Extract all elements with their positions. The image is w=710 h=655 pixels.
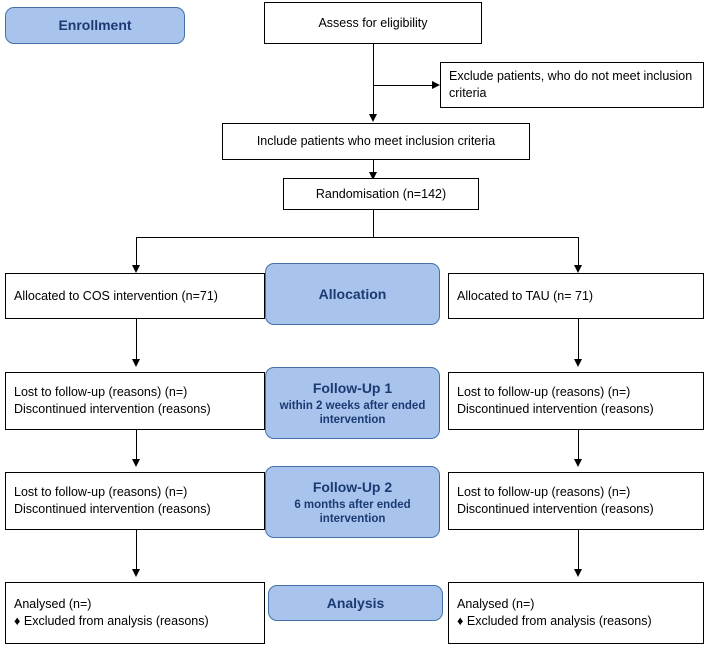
box-analysis-right-line2: ♦ Excluded from analysis (reasons) [457, 614, 652, 628]
box-followup1-right-line1: Lost to follow-up (reasons) (n=) [457, 385, 631, 400]
connector-randomisation-down [373, 210, 374, 237]
arrowhead-assess-to-include [369, 114, 377, 122]
box-exclude-patients [440, 62, 704, 108]
phase-label-allocation [265, 263, 440, 325]
box-followup1-left-line2: Discontinued intervention (reasons) [14, 402, 211, 416]
box-assess-eligibility-text: Assess for eligibility [318, 15, 428, 30]
arrowhead-to-exclude [432, 81, 440, 89]
box-analysis-left-line2: ♦ Excluded from analysis (reasons) [14, 614, 209, 628]
arrowhead-alloc-left-down [132, 359, 140, 367]
box-followup2-right-line2: Discontinued intervention (reasons) [457, 502, 654, 516]
arrowhead-split-right [574, 265, 582, 273]
box-allocated-cos-text: Allocated to COS intervention (n=71) [14, 288, 218, 303]
phase-label-followup1-text: Follow-Up 1 [312, 379, 393, 396]
box-analysis-right-line1: Analysed (n=) [457, 597, 535, 612]
box-followup1-left [5, 372, 265, 430]
phase-label-followup2 [265, 466, 440, 538]
arrowhead-split-left [132, 265, 140, 273]
box-allocated-cos [5, 273, 265, 319]
phase-label-allocation-text: Allocation [318, 285, 387, 302]
connector-assess-to-include [373, 44, 374, 118]
phase-label-followup1-sub: within 2 weeks after ended intervention [279, 399, 426, 427]
arrowhead-alloc-right-down [574, 359, 582, 367]
box-followup2-left [5, 472, 265, 530]
phase-label-enrollment [5, 7, 185, 44]
box-analysis-left-line1: Analysed (n=) [14, 597, 92, 612]
connector-alloc-right-down [578, 319, 579, 363]
phase-label-followup2-sub: 6 months after ended intervention [294, 498, 411, 526]
arrowhead-fu1-left-down [132, 459, 140, 467]
arrowhead-fu2-right-down [574, 569, 582, 577]
box-followup1-right [448, 372, 704, 430]
box-analysis-right [448, 582, 704, 644]
phase-label-followup1 [265, 367, 440, 439]
arrowhead-fu2-left-down [132, 569, 140, 577]
box-analysis-left [5, 582, 265, 644]
box-followup1-left-line1: Lost to follow-up (reasons) (n=) [14, 385, 188, 400]
box-include-patients [222, 123, 530, 160]
connector-alloc-left-down [136, 319, 137, 363]
box-followup2-left-line1: Lost to follow-up (reasons) (n=) [14, 485, 188, 500]
phase-label-analysis [268, 585, 443, 621]
phase-label-followup2-text: Follow-Up 2 [312, 478, 393, 495]
box-randomisation [283, 178, 479, 210]
connector-to-exclude [373, 85, 437, 86]
box-followup2-left-line2: Discontinued intervention (reasons) [14, 502, 211, 516]
connector-fu2-right-down [578, 530, 579, 574]
box-assess-eligibility [264, 2, 482, 44]
connector-fu2-left-down [136, 530, 137, 574]
box-exclude-patients-text: Exclude patients, who do not meet inclusion criteria [449, 69, 693, 100]
box-include-patients-text: Include patients who meet inclusion criteria [256, 134, 496, 149]
connector-randomisation-split [136, 237, 579, 238]
phase-label-analysis-text: Analysis [326, 594, 385, 611]
phase-label-enrollment-text: Enrollment [58, 17, 132, 34]
arrowhead-fu1-right-down [574, 459, 582, 467]
box-followup1-right-line2: Discontinued intervention (reasons) [457, 402, 654, 416]
box-allocated-tau [448, 273, 704, 319]
box-followup2-right [448, 472, 704, 530]
box-allocated-tau-text: Allocated to TAU (n= 71) [457, 288, 594, 303]
box-randomisation-text: Randomisation (n=142) [315, 186, 447, 201]
box-followup2-right-line1: Lost to follow-up (reasons) (n=) [457, 485, 631, 500]
